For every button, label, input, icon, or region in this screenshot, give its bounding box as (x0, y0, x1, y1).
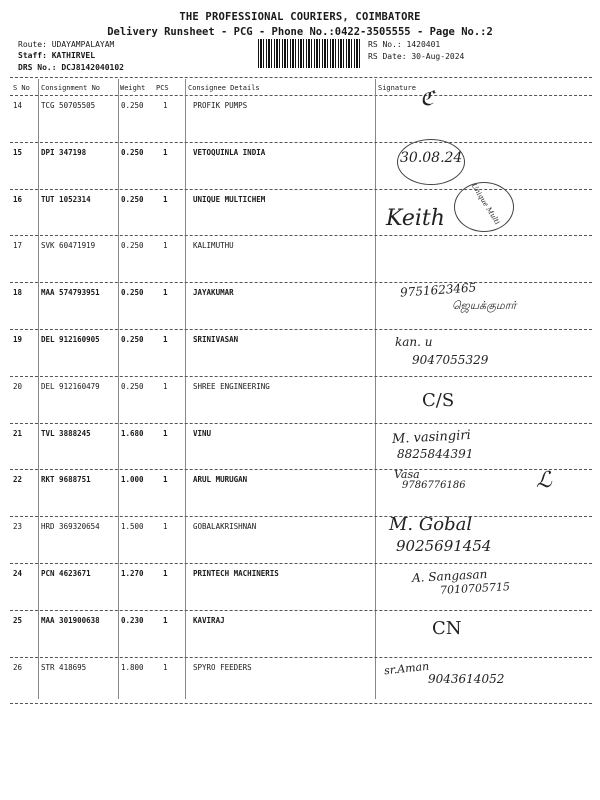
row-sno: 22 (13, 475, 23, 485)
row-weight: 0.250 (121, 147, 144, 157)
header-bottom-rule (10, 95, 592, 96)
row-consignment-no: DEL 912160479 (41, 381, 100, 391)
column-header-pcs: PCS (156, 84, 169, 92)
row-sno: 26 (13, 662, 23, 672)
handwriting-r24-name: A. Sangasan (411, 567, 488, 585)
row-consignee: SPYRO FEEDERS (193, 662, 252, 672)
handwriting-r22-phone: 9786776186 (402, 480, 466, 491)
document-title: THE PROFESSIONAL COURIERS, COIMBATORE (179, 11, 421, 23)
handwriting-r23-name: M. Gobal (389, 514, 473, 535)
column-header-consignment: Consignment No (41, 84, 101, 92)
handwriting-r15: 30.08.24 (400, 150, 463, 166)
row-separator (10, 376, 592, 377)
handwriting-r26-phone: 9043614052 (428, 672, 505, 686)
column-divider (185, 79, 186, 699)
row-pcs: 1 (163, 662, 168, 672)
row-consignee: VETOQUINLA INDIA (193, 147, 266, 157)
row-consignee: SHREE ENGINEERING (193, 381, 270, 391)
row-consignment-no: TVL 3888245 (41, 428, 91, 438)
row-weight: 0.230 (121, 615, 144, 625)
row-pcs: 1 (163, 522, 168, 532)
handwriting-r19-phone: 9047055329 (412, 353, 489, 367)
row-consignee: VINU (193, 428, 212, 438)
row-pcs: 1 (163, 194, 168, 204)
row-sno: 25 (13, 615, 23, 625)
row-sno: 20 (13, 381, 23, 391)
handwriting-r16: Keith (386, 206, 445, 231)
row-weight: 0.250 (121, 101, 144, 110)
row-weight: 1.000 (121, 475, 144, 485)
row-consignment-no: RKT 9688751 (41, 475, 91, 485)
handwriting-r18-name: ஜெயக்குமார் (452, 299, 517, 312)
row-separator (10, 282, 592, 283)
row-consignment-no: TUT 1052314 (41, 194, 91, 204)
route-label: Route: UDAYAMPALAYAM (18, 40, 115, 49)
column-header-signature: Signature (378, 84, 416, 92)
row-separator (10, 423, 592, 424)
handwriting-r18-phone: 9751623465 (399, 280, 477, 300)
column-header-consignee: Consignee Details (188, 84, 260, 92)
row-pcs: 1 (163, 147, 168, 157)
row-consignee: PROFIK PUMPS (193, 101, 248, 110)
row-consignee: JAYAKUMAR (193, 288, 234, 298)
signature-scribble-22: ℒ (536, 468, 552, 493)
handwriting-r21-phone: 8825844391 (397, 447, 474, 461)
row-consignment-no: STR 418695 (41, 662, 87, 672)
row-weight: 0.250 (121, 381, 144, 391)
row-weight: 1.500 (121, 522, 144, 532)
drs-number: DRS No.: DCJ8142040102 (18, 63, 124, 72)
row-pcs: 1 (163, 335, 168, 344)
row-consignment-no: HRD 369320654 (41, 522, 100, 532)
row-weight: 1.270 (121, 569, 144, 578)
column-divider (375, 79, 376, 699)
column-divider (118, 79, 119, 699)
row-pcs: 1 (163, 101, 168, 110)
column-header-weight: Weight (120, 84, 146, 92)
row-consignment-no: MAA 574793951 (41, 288, 100, 298)
row-sno: 16 (13, 194, 23, 204)
row-pcs: 1 (163, 241, 168, 251)
row-pcs: 1 (163, 615, 168, 625)
row-separator (10, 563, 592, 564)
row-separator (10, 469, 592, 470)
row-weight: 0.250 (121, 288, 144, 298)
column-header-sno: S No (13, 84, 30, 92)
row-sno: 19 (13, 335, 23, 344)
row-pcs: 1 (163, 288, 168, 298)
handwriting-r21-name: M. vasingiri (391, 427, 472, 448)
row-weight: 1.800 (121, 662, 144, 672)
row-separator (10, 329, 592, 330)
signature-scribble-14: ℭ (420, 86, 435, 110)
row-separator (10, 516, 592, 517)
row-sno: 21 (13, 428, 23, 438)
row-sno: 17 (13, 241, 23, 251)
handwriting-r26-name: sr.Aman (383, 659, 430, 678)
barcode-image (258, 39, 361, 68)
row-consignment-no: SVK 60471919 (41, 241, 96, 251)
handwriting-r22-name: Vasa (394, 468, 420, 481)
row-weight: 0.250 (121, 194, 144, 204)
handwriting-r20: C/S (422, 390, 455, 411)
row-consignment-no: DPI 347198 (41, 147, 87, 157)
row-weight: 1.680 (121, 428, 144, 438)
row-pcs: 1 (163, 381, 168, 391)
row-separator (10, 235, 592, 236)
row-sno: 23 (13, 522, 23, 532)
row-separator (10, 142, 592, 143)
row-sno: 24 (13, 569, 23, 578)
handwriting-r19-name: kan. u (395, 335, 433, 349)
row-consignment-no: TCG 50705505 (41, 101, 96, 110)
header-top-rule (10, 77, 592, 78)
row-weight: 0.250 (121, 335, 144, 344)
stamp-text: Unique Multi (469, 181, 502, 227)
handwriting-r23-phone: 9025691454 (396, 537, 492, 555)
row-sno: 15 (13, 147, 23, 157)
row-pcs: 1 (163, 428, 168, 438)
row-sno: 18 (13, 288, 23, 298)
row-consignee: KALIMUTHU (193, 241, 234, 251)
rs-number: RS No.: 1420401 (368, 40, 441, 49)
row-consignment-no: DEL 912160905 (41, 335, 100, 344)
row-consignee: GOBALAKRISHNAN (193, 522, 257, 532)
handwriting-r24-phone: 7010705715 (439, 580, 511, 597)
row-consignee: UNIQUE MULTICHEM (193, 194, 266, 204)
row-weight: 0.250 (121, 241, 144, 251)
row-pcs: 1 (163, 569, 168, 578)
row-separator (10, 610, 592, 611)
row-consignee: SRINIVASAN (193, 335, 239, 344)
row-separator (10, 703, 592, 704)
row-sno: 14 (13, 101, 23, 110)
column-divider (38, 79, 39, 699)
handwriting-r25: CN (432, 618, 462, 639)
row-consignee: PRINTECH MACHINERIS (193, 569, 279, 578)
rs-date: RS Date: 30-Aug-2024 (368, 52, 465, 61)
row-consignment-no: MAA 301900638 (41, 615, 100, 625)
document-subtitle: Delivery Runsheet - PCG - Phone No.:0422-3505555 - Page No.:2 (107, 26, 493, 38)
row-consignment-no: PCN 4623671 (41, 569, 91, 578)
row-separator (10, 657, 592, 658)
row-pcs: 1 (163, 475, 168, 485)
staff-label: Staff: KATHIRVEL (18, 51, 96, 60)
row-consignee: KAVIRAJ (193, 615, 225, 625)
row-consignee: ARUL MURUGAN (193, 475, 248, 485)
